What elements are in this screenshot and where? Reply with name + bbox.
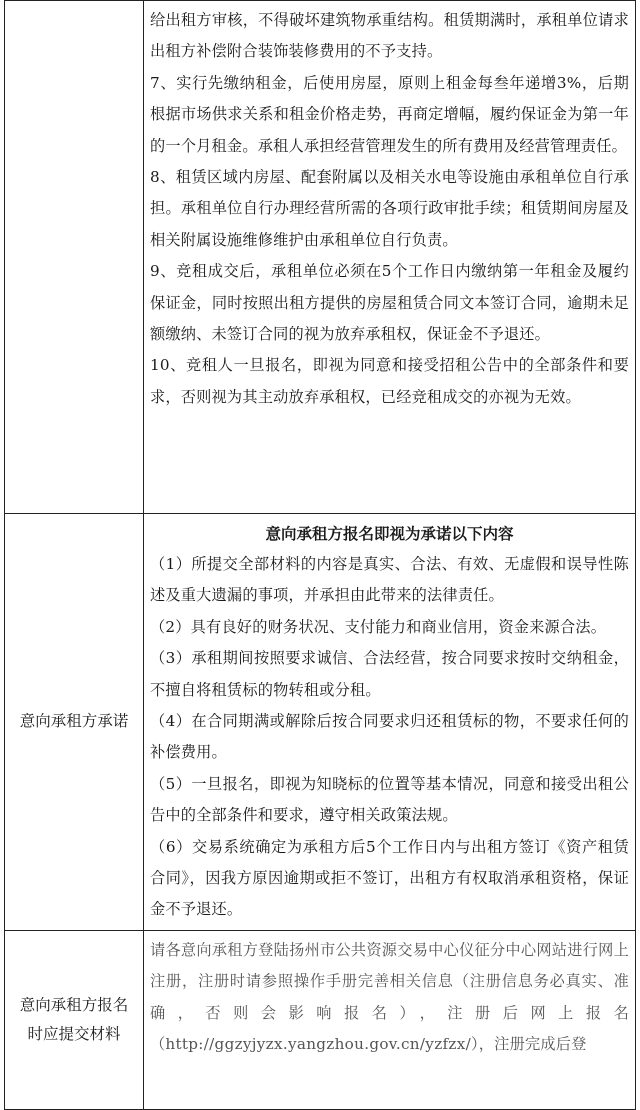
row-label-materials: 意向承租方报名时应提交材料	[5, 930, 144, 1109]
table-row	[5, 1, 636, 514]
table-row	[5, 514, 636, 931]
terms-paragraph: 10、竞租人一旦报名，即视为同意和接受招租公告中的全部条件和要求，否则视为其主动放弃承租权，已经竞租成交的亦视为无效。	[150, 356, 629, 406]
row-label	[5, 1, 144, 514]
commitment-item: （3）承租期间按照要求诚信、合法经营，按合同要求按时交纳租金，不擅自将租赁标的物转租或分租。	[150, 649, 629, 699]
commitment-item: （1）所提交全部材料的内容是真实、合法、有效、无虚假和误导性陈述及重大遗漏的事项，并承担由此带来的法律责任。	[150, 555, 629, 605]
table-row	[5, 930, 636, 1109]
row-label-commitment: 意向承租方承诺	[5, 514, 144, 931]
document-table	[4, 0, 636, 1110]
materials-text-continued: ），注册完成后登	[471, 1035, 587, 1054]
commitment-item: （5）一旦报名，即视为知晓标的位置等基本情况，同意和接受出租公告中的全部条件和要求，遵守相关政策法规。	[150, 774, 629, 825]
commitment-heading: 意向承租方报名即视为承诺以下内容	[265, 524, 514, 543]
lease-terms-cell	[144, 1, 636, 514]
commitment-item: （2）具有良好的财务状况、支付能力和商业信用，资金来源合法。	[150, 617, 607, 636]
terms-paragraph: 给出租方审核，不得破坏建筑物承重结构。租赁期满时，承租单位请求出租方补偿附合装饰装修费用的不予支持。	[150, 11, 629, 61]
materials-cell	[144, 930, 636, 1109]
commitment-cell	[144, 514, 636, 931]
commitment-item: （6）交易系统确定为承租方后5个工作日内与出租方签订《资产租赁合同》，因我方原因逾期或拒不签订，出租方有权取消承租资格，保证金不予退还。	[150, 837, 629, 919]
materials-paragraph	[150, 935, 629, 1061]
terms-paragraph: 8、租赁区域内房屋、配套附属以及相关水电等设施由承租单位自行承担。承租单位自行办理经营所需的各项行政审批手续；租赁期间房屋及相关附属设施维修维护由承租单位自行负责。	[150, 168, 629, 249]
materials-text: 请各意向承租方登陆扬州市公共资源交易中心仪征分中心网站进行网上注册，注册时请参照操作手册完善相关信息（注册信息务必真实、准确，否则会影响报名），注册后网上报名（	[150, 940, 629, 1054]
terms-paragraph: 9、竞租成交后，承租单位必须在5个工作日内缴纳第一年租金及履约保证金，同时按照出租方提供的房屋租赁合同文本签订合同，逾期未足额缴纳、未签订合同的视为放弃承租权，保证金不予退还。	[150, 262, 629, 344]
terms-paragraph: 7、实行先缴纳租金，后使用房屋，原则上租金每叁年递增3%，后期根据市场供求关系和租金价格走势，再商定增幅，履约保证金为第一年的一个月租金。承租人承担经营管理发生的所有费用及经营管理责任。	[150, 73, 629, 155]
registration-link[interactable]: http://ggzyjyzx.yangzhou.gov.cn/yzfzx/	[165, 1035, 471, 1054]
commitment-item: （4）在合同期满或解除后按合同要求归还租赁标的物，不要求任何的补偿费用。	[150, 712, 629, 762]
